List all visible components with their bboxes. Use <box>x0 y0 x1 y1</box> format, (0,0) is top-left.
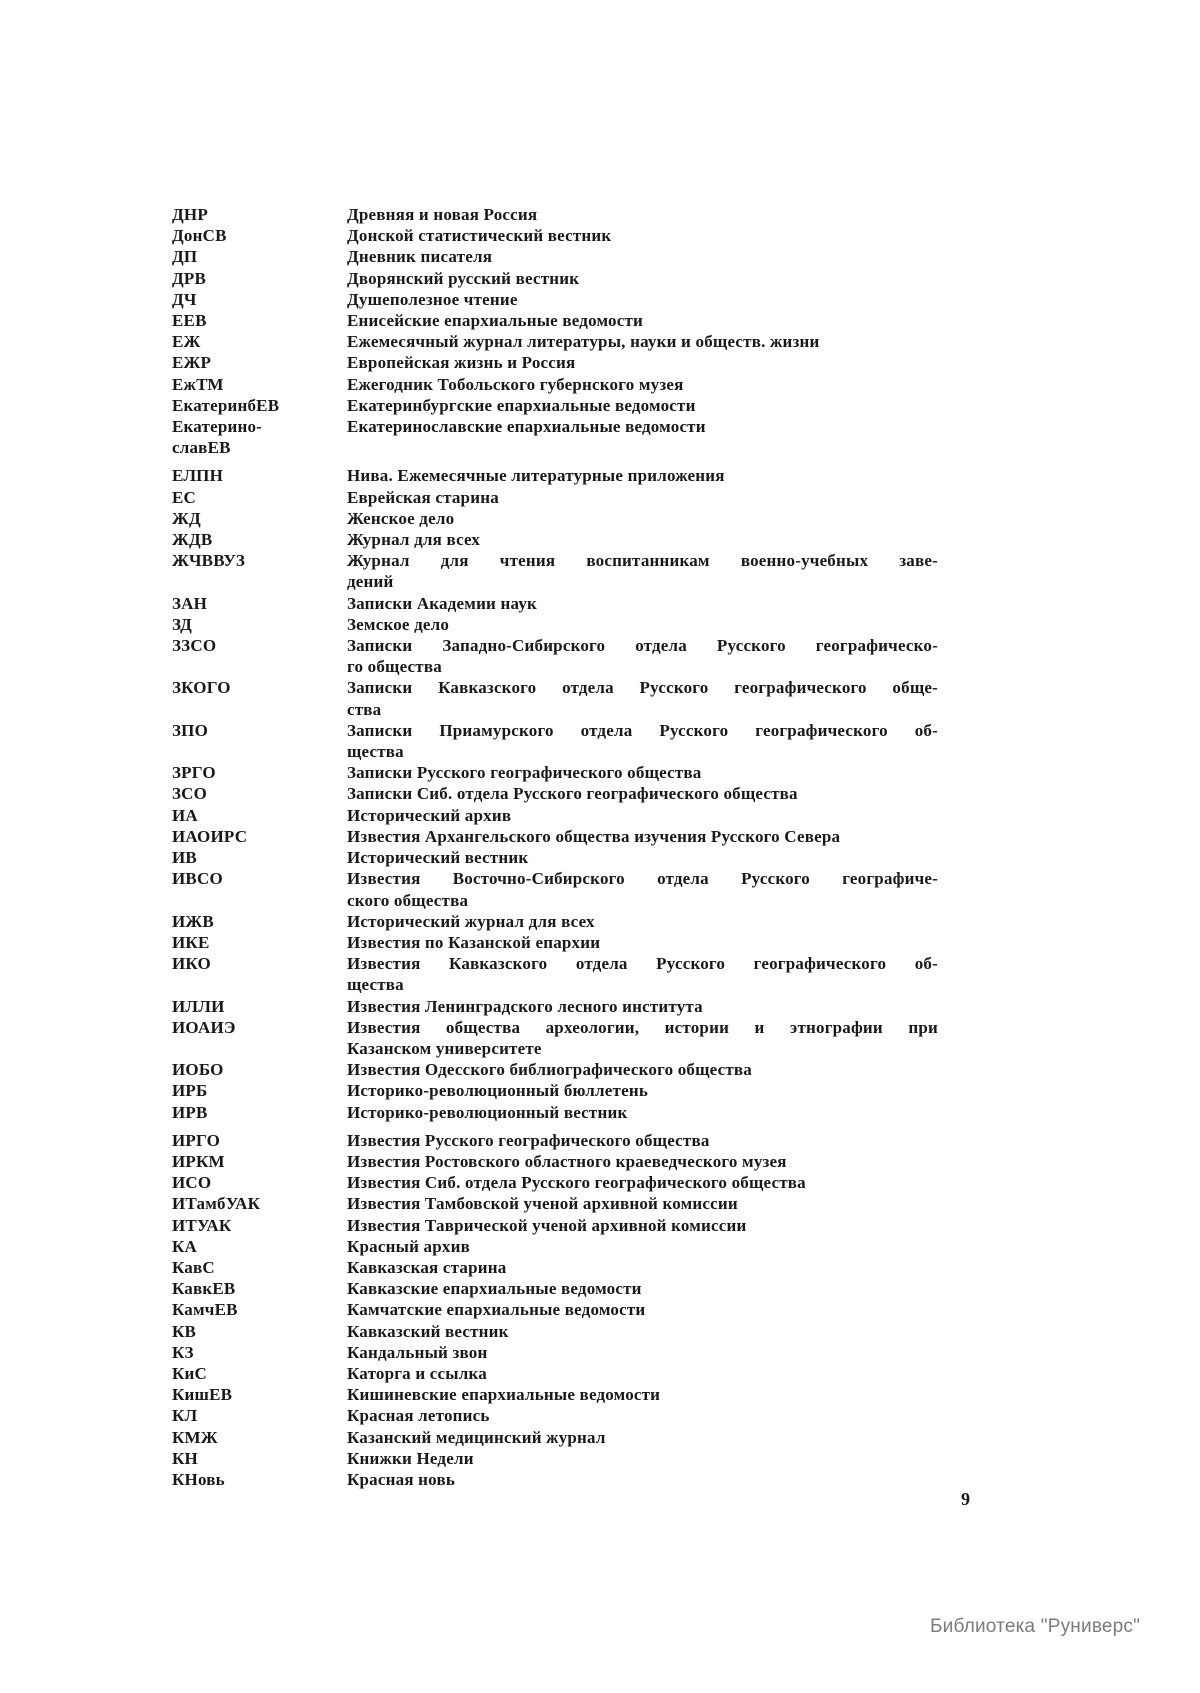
definition-line: Исторический вестник <box>347 848 529 868</box>
abbreviation-definition <box>347 246 938 267</box>
abbreviation-definition <box>347 1342 938 1363</box>
abbreviation-code-line: КавС <box>172 1257 215 1277</box>
abbreviation-code-line: КавкЕВ <box>172 1279 236 1299</box>
abbreviation-code <box>172 352 347 373</box>
abbreviation-code <box>172 911 347 932</box>
abbreviation-code-line: ЗПО <box>172 720 209 740</box>
abbreviation-definition <box>347 529 938 550</box>
definition-line: Каторга и ссылка <box>347 1363 487 1383</box>
definition-line: ского общества <box>347 890 469 910</box>
abbreviation-code <box>172 847 347 868</box>
abbreviation-row <box>172 932 938 953</box>
definition-line: Записки Западно-Сибирского отдела Русского географическо- <box>347 636 938 656</box>
abbreviation-definition <box>347 783 938 804</box>
abbreviation-row <box>172 246 938 267</box>
abbreviation-row <box>172 1236 938 1257</box>
abbreviation-code <box>172 762 347 783</box>
definition-line: Ежегодник Тобольского губернского музея <box>347 374 684 394</box>
abbreviation-code <box>172 1342 347 1363</box>
definition-line: Записки Приамурского отдела Русского географического об- <box>347 720 938 740</box>
page-number: 9 <box>961 1489 971 1509</box>
abbreviation-row <box>172 1469 938 1490</box>
abbreviation-definition <box>347 1193 938 1214</box>
abbreviation-definition <box>347 1448 938 1469</box>
abbreviation-code <box>172 465 347 486</box>
abbreviation-code-line: ИВСО <box>172 869 223 889</box>
definition-line: Дворянский русский вестник <box>347 268 580 288</box>
abbreviation-row <box>172 593 938 614</box>
definition-line: Исторический журнал для всех <box>347 911 595 931</box>
definition-line: Известия Тамбовской ученой архивной комиссии <box>347 1194 738 1214</box>
abbreviation-code <box>172 1151 347 1172</box>
abbreviation-code <box>172 593 347 614</box>
definition-line: Исторический архив <box>347 805 512 825</box>
definition-line: Нива. Ежемесячные литературные приложения <box>347 466 725 486</box>
abbreviation-code-line: ЕжТМ <box>172 374 224 394</box>
abbreviation-definition <box>347 289 938 310</box>
definition-line: Кавказские епархиальные ведомости <box>347 1279 642 1299</box>
abbreviation-code <box>172 1130 347 1151</box>
abbreviation-code-line: ИТУАК <box>172 1215 232 1235</box>
abbreviation-row <box>172 1172 938 1193</box>
abbreviation-code-line: ЗД <box>172 614 193 634</box>
abbreviation-definition <box>347 416 938 437</box>
abbreviation-row <box>172 677 938 719</box>
abbreviation-code-line: ЗКОГО <box>172 678 231 698</box>
abbreviation-code-line: ИВ <box>172 848 197 868</box>
abbreviation-row <box>172 1080 938 1101</box>
definition-line: Красная новь <box>347 1469 456 1489</box>
abbreviation-row <box>172 805 938 826</box>
abbreviation-row <box>172 289 938 310</box>
definition-line: Журнал для всех <box>347 530 481 550</box>
abbreviation-row <box>172 1384 938 1405</box>
abbreviation-code <box>172 1257 347 1278</box>
abbreviation-code-line: ЕЕВ <box>172 311 207 331</box>
definition-line: Известия Одесского библиографического общества <box>347 1060 753 1080</box>
definition-line: Казанском университете <box>347 1038 542 1058</box>
abbreviation-code-line: ЖДВ <box>172 530 213 550</box>
abbreviation-code-line: КА <box>172 1236 198 1256</box>
abbreviation-definition <box>347 614 938 635</box>
abbreviation-code <box>172 1236 347 1257</box>
abbreviation-row <box>172 953 938 995</box>
definition-line: Екатеринославские епархиальные ведомости <box>347 417 706 437</box>
abbreviation-code-line: КМЖ <box>172 1427 218 1447</box>
abbreviation-row <box>172 1321 938 1342</box>
definition-line: Историко-революционный вестник <box>347 1102 628 1122</box>
definition-line: щества <box>347 742 404 762</box>
abbreviation-definition <box>347 677 938 719</box>
definition-line: Женское дело <box>347 508 455 528</box>
abbreviation-definition <box>347 1130 938 1151</box>
abbreviation-code-line: ЖЧВВУЗ <box>172 551 246 571</box>
abbreviation-code <box>172 1299 347 1320</box>
abbreviation-code <box>172 1448 347 1469</box>
abbreviation-row <box>172 1151 938 1172</box>
abbreviation-definition <box>347 1278 938 1299</box>
abbreviation-code-line: ИОБО <box>172 1060 224 1080</box>
abbreviation-code-line: ДЧ <box>172 289 197 309</box>
abbreviation-code-line: ДНР <box>172 205 208 224</box>
definition-line: Камчатские епархиальные ведомости <box>347 1300 646 1320</box>
abbreviation-code <box>172 677 347 698</box>
abbreviation-list <box>172 204 938 1490</box>
definition-line: Кандальный звон <box>347 1342 488 1362</box>
abbreviation-code <box>172 805 347 826</box>
abbreviation-definition <box>347 1469 938 1490</box>
definition-line: Известия Ростовского областного краеведческого музея <box>347 1151 787 1171</box>
abbreviation-code <box>172 1363 347 1384</box>
abbreviation-row <box>172 487 938 508</box>
abbreviation-code-line: ЕЖР <box>172 353 212 373</box>
abbreviation-definition <box>347 953 938 995</box>
abbreviation-code-line: ЖД <box>172 508 201 528</box>
abbreviation-row <box>172 310 938 331</box>
abbreviation-code-line: КиС <box>172 1363 207 1383</box>
abbreviation-definition <box>347 1151 938 1172</box>
abbreviation-code-line: ЗЗСО <box>172 636 217 656</box>
definition-line: Дневник писателя <box>347 247 493 267</box>
abbreviation-code <box>172 310 347 331</box>
definition-line: Древняя и новая Россия <box>347 205 538 224</box>
abbreviation-row <box>172 911 938 932</box>
abbreviation-code-line: ЕкатеринбЕВ <box>172 395 280 415</box>
abbreviation-code <box>172 268 347 289</box>
abbreviation-definition <box>347 465 938 486</box>
abbreviation-row <box>172 1017 938 1059</box>
definition-line: Известия Сиб. отдела Русского географического общества <box>347 1173 806 1193</box>
definition-line: Душеполезное чтение <box>347 289 518 309</box>
definition-line: Донской статистический вестник <box>347 226 612 246</box>
abbreviation-code-line: ИКЕ <box>172 932 210 952</box>
abbreviation-code <box>172 868 347 889</box>
abbreviation-row <box>172 225 938 246</box>
abbreviation-definition <box>347 331 938 352</box>
abbreviation-code <box>172 225 347 246</box>
abbreviation-code <box>172 1405 347 1426</box>
abbreviation-definition <box>347 1427 938 1448</box>
abbreviation-definition <box>347 1363 938 1384</box>
abbreviation-definition <box>347 1080 938 1101</box>
abbreviation-definition <box>347 487 938 508</box>
abbreviation-code <box>172 1017 347 1038</box>
abbreviation-code-line: ЗАН <box>172 593 208 613</box>
abbreviation-definition <box>347 847 938 868</box>
abbreviation-code-line: КН <box>172 1448 198 1468</box>
abbreviation-row <box>172 1278 938 1299</box>
abbreviation-code-line: славЕВ <box>172 438 231 458</box>
definition-line: Журнал для чтения воспитанникам военно-учебных заве- <box>347 551 938 571</box>
abbreviation-row <box>172 374 938 395</box>
abbreviation-code-line: КишЕВ <box>172 1385 233 1405</box>
abbreviation-row <box>172 395 938 416</box>
definition-line: Известия Восточно-Сибирского отдела Русского географиче- <box>347 869 938 889</box>
abbreviation-code-line: КВ <box>172 1321 197 1341</box>
definition-line: Еврейская старина <box>347 487 499 507</box>
abbreviation-row <box>172 826 938 847</box>
abbreviation-code <box>172 395 347 416</box>
abbreviation-code <box>172 996 347 1017</box>
definition-line: Кишиневские епархиальные ведомости <box>347 1385 661 1405</box>
definition-line: Известия Таврической ученой архивной комиссии <box>347 1215 747 1235</box>
abbreviation-code-line: КамчЕВ <box>172 1300 238 1320</box>
abbreviation-definition <box>347 508 938 529</box>
abbreviation-code <box>172 1469 347 1490</box>
abbreviation-definition <box>347 1172 938 1193</box>
abbreviation-row <box>172 352 938 373</box>
abbreviation-code-line: ИРКМ <box>172 1151 225 1171</box>
abbreviation-definition <box>347 225 938 246</box>
abbreviation-code <box>172 374 347 395</box>
abbreviation-code <box>172 1384 347 1405</box>
abbreviation-code <box>172 289 347 310</box>
abbreviation-code <box>172 783 347 804</box>
abbreviation-code-line: КНовь <box>172 1469 225 1489</box>
abbreviation-code-line: ЕЖ <box>172 332 201 352</box>
abbreviation-code-line: ЕЛПН <box>172 466 224 486</box>
abbreviation-definition <box>347 1405 938 1426</box>
abbreviation-definition <box>347 1059 938 1080</box>
abbreviation-row <box>172 1257 938 1278</box>
abbreviation-row <box>172 331 938 352</box>
abbreviation-definition <box>347 593 938 614</box>
abbreviation-code <box>172 614 347 635</box>
definition-line: Записки Кавказского отдела Русского географического обще- <box>347 678 938 698</box>
abbreviation-code <box>172 1059 347 1080</box>
abbreviation-code <box>172 529 347 550</box>
abbreviation-definition <box>347 1299 938 1320</box>
abbreviation-definition <box>347 374 938 395</box>
definition-line: Красная летопись <box>347 1406 490 1426</box>
abbreviation-row <box>172 868 938 910</box>
definition-line: Записки Русского географического общества <box>347 763 702 783</box>
definition-line: щества <box>347 975 404 995</box>
abbreviation-definition <box>347 1017 938 1059</box>
abbreviation-code-line: ИРБ <box>172 1081 208 1101</box>
definition-line: Книжки Недели <box>347 1448 474 1468</box>
abbreviation-definition <box>347 395 938 416</box>
abbreviation-code-line: ДРВ <box>172 268 207 288</box>
abbreviation-code-line: ИРВ <box>172 1102 208 1122</box>
abbreviation-row <box>172 847 938 868</box>
abbreviation-row <box>172 529 938 550</box>
abbreviation-code-line: КЗ <box>172 1342 194 1362</box>
abbreviation-row <box>172 416 938 458</box>
abbreviation-code <box>172 635 347 656</box>
abbreviation-code-line: ДонСВ <box>172 226 227 246</box>
abbreviation-row <box>172 762 938 783</box>
definition-line: Известия Кавказского отдела Русского географического об- <box>347 954 938 974</box>
abbreviation-code <box>172 826 347 847</box>
abbreviation-code-line: ИОАИЭ <box>172 1017 236 1037</box>
definition-line: Записки Академии наук <box>347 593 538 613</box>
abbreviation-row <box>172 1342 938 1363</box>
abbreviation-definition <box>347 826 938 847</box>
abbreviation-code-line: ИКО <box>172 954 211 974</box>
abbreviation-definition <box>347 635 938 677</box>
abbreviation-code-line: ДП <box>172 247 198 267</box>
library-watermark: Библиотека "Руниверс" <box>930 1616 1141 1637</box>
abbreviation-row <box>172 1193 938 1214</box>
abbreviation-row <box>172 508 938 529</box>
abbreviation-definition <box>347 310 938 331</box>
abbreviation-code <box>172 1193 347 1214</box>
abbreviation-code <box>172 246 347 267</box>
abbreviation-definition <box>347 996 938 1017</box>
abbreviation-code-line: ИРГО <box>172 1130 221 1150</box>
definition-line: Известия Архангельского общества изучения Русского Севера <box>347 826 841 846</box>
abbreviation-row <box>172 204 938 225</box>
abbreviation-code-line: ИСО <box>172 1173 212 1193</box>
abbreviation-definition <box>347 352 938 373</box>
definition-line: Известия общества археологии, истории и этнографии при <box>347 1017 938 1037</box>
abbreviation-code <box>172 1321 347 1342</box>
abbreviation-row <box>172 1363 938 1384</box>
abbreviation-code <box>172 1102 347 1123</box>
abbreviation-code <box>172 1080 347 1101</box>
abbreviation-row <box>172 1448 938 1469</box>
abbreviation-row <box>172 550 938 592</box>
abbreviation-code <box>172 953 347 974</box>
abbreviation-definition <box>347 268 938 289</box>
abbreviation-definition <box>347 1215 938 1236</box>
abbreviation-definition <box>347 868 938 910</box>
definition-line: Историко-революционный бюллетень <box>347 1081 649 1101</box>
definition-line: Известия Русского географического общества <box>347 1130 710 1150</box>
definition-line: ства <box>347 699 382 719</box>
abbreviation-row <box>172 1102 938 1123</box>
definition-line: дений <box>347 572 394 592</box>
abbreviation-code-line: Екатерино- <box>172 417 263 437</box>
abbreviation-definition <box>347 805 938 826</box>
abbreviation-row <box>172 720 938 762</box>
definition-line: Земское дело <box>347 614 450 634</box>
abbreviation-row <box>172 783 938 804</box>
definition-line: Европейская жизнь и Россия <box>347 353 576 373</box>
abbreviation-row <box>172 1215 938 1236</box>
definition-line: Кавказская старина <box>347 1257 507 1277</box>
abbreviation-row <box>172 1405 938 1426</box>
abbreviation-code <box>172 720 347 741</box>
definition-line: Известия по Казанской епархии <box>347 932 601 952</box>
abbreviation-code <box>172 1427 347 1448</box>
abbreviation-row <box>172 996 938 1017</box>
definition-line: Ежемесячный журнал литературы, науки и обществ. жизни <box>347 332 820 352</box>
abbreviation-row <box>172 614 938 635</box>
abbreviation-code-line: ЗРГО <box>172 763 216 783</box>
abbreviation-code-line: ИТамбУАК <box>172 1194 261 1214</box>
abbreviation-code <box>172 331 347 352</box>
definition-line: Енисейские епархиальные ведомости <box>347 311 644 331</box>
abbreviation-code <box>172 416 347 458</box>
abbreviation-row <box>172 1427 938 1448</box>
abbreviation-code <box>172 932 347 953</box>
abbreviation-row <box>172 1130 938 1151</box>
abbreviation-definition <box>347 911 938 932</box>
definition-line: Записки Сиб. отдела Русского географического общества <box>347 784 798 804</box>
abbreviation-code <box>172 508 347 529</box>
definition-line: го общества <box>347 657 442 677</box>
abbreviation-definition <box>347 1384 938 1405</box>
abbreviation-row <box>172 1059 938 1080</box>
abbreviation-code-line: ЕС <box>172 487 197 507</box>
abbreviation-code <box>172 1215 347 1236</box>
definition-line: Красный архив <box>347 1236 470 1256</box>
abbreviation-code-line: ЗСО <box>172 784 208 804</box>
abbreviation-definition <box>347 1102 938 1123</box>
abbreviation-code-line: ИЛЛИ <box>172 996 225 1016</box>
abbreviation-row <box>172 268 938 289</box>
abbreviation-definition <box>347 932 938 953</box>
abbreviation-code-line: КЛ <box>172 1406 198 1426</box>
abbreviation-code-line: ИЖВ <box>172 911 214 931</box>
abbreviation-code-line: ИА <box>172 805 198 825</box>
abbreviation-code <box>172 487 347 508</box>
definition-line: Кавказский вестник <box>347 1321 509 1341</box>
abbreviation-definition <box>347 1257 938 1278</box>
abbreviation-definition <box>347 1321 938 1342</box>
definition-line: Казанский медицинский журнал <box>347 1427 606 1447</box>
abbreviation-code <box>172 204 347 225</box>
definition-line: Екатеринбургские епархиальные ведомости <box>347 395 696 415</box>
definition-line: Известия Ленинградского лесного института <box>347 996 703 1016</box>
abbreviation-row <box>172 465 938 486</box>
abbreviation-row <box>172 635 938 677</box>
abbreviation-code <box>172 1172 347 1193</box>
abbreviation-definition <box>347 550 938 592</box>
abbreviation-definition <box>347 762 938 783</box>
abbreviation-definition <box>347 1236 938 1257</box>
abbreviation-row <box>172 1299 938 1320</box>
abbreviation-code <box>172 550 347 571</box>
abbreviation-definition <box>347 720 938 762</box>
abbreviation-code <box>172 1278 347 1299</box>
abbreviation-code-line: ИАОИРС <box>172 826 248 846</box>
abbreviation-definition <box>347 204 938 225</box>
